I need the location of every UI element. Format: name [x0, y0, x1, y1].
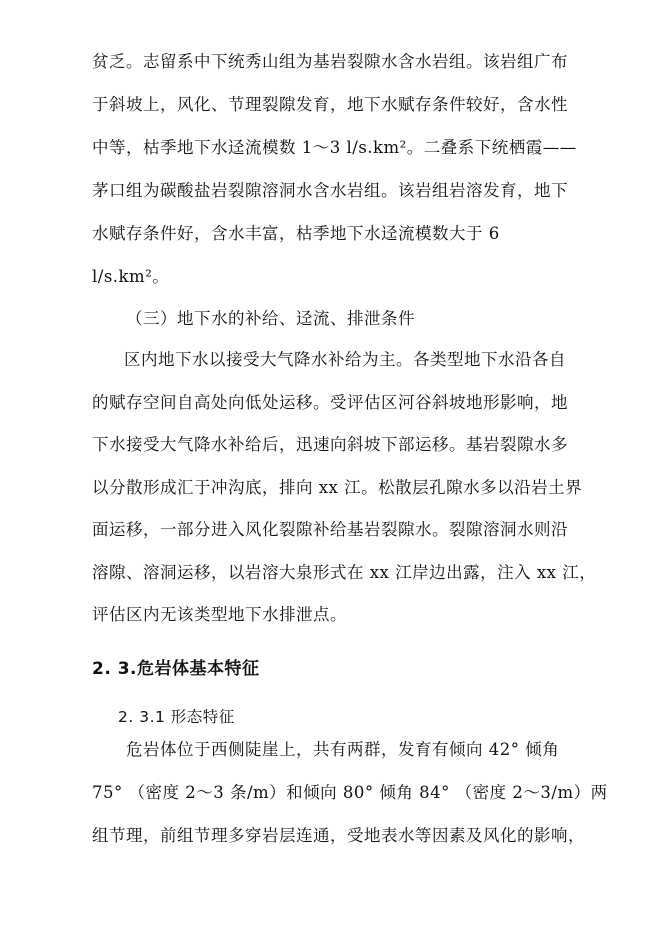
paragraph-line: 组节理，前组节理多穿岩层连通，受地表水等因素及风化的影响，: [92, 826, 585, 845]
subsection-heading: 2. 3.1 形态特征: [118, 708, 235, 726]
section-title: （三）地下水的补给、迳流、排泄条件: [126, 309, 415, 328]
paragraph-line: 75° （密度 2～3 条/m）和倾向 80° 倾角 84° （密度 2～3/m）两: [92, 783, 608, 802]
paragraph-line: 贫乏。志留系中下统秀山组为基岩裂隙水含水岩组。该岩组广布: [92, 52, 568, 71]
paragraph-line: 区内地下水以接受大气降水补给为主。各类型地下水沿各自: [124, 350, 566, 369]
paragraph-line: 危岩体位于西侧陡崖上，共有两群，发育有倾向 42° 倾角: [126, 740, 560, 759]
paragraph-line: 以分散形成汇于冲沟底，排向 xx 江。松散层孔隙水多以沿岩土界: [92, 478, 583, 497]
paragraph-line: 的赋存空间自高处向低处运移。受评估区河谷斜坡地形影响，地: [92, 393, 568, 412]
section-heading: 2. 3.危岩体基本特征: [92, 659, 260, 679]
paragraph-line: 评估区内无该类型地下水排泄点。: [92, 605, 347, 624]
paragraph-line: l/s.km²。: [92, 267, 170, 286]
paragraph-line: 溶隙、溶洞运移，以岩溶大泉形式在 xx 江岸边出露，注入 xx 江，: [92, 563, 597, 582]
paragraph-line: 中等，枯季地下水迳流模数 1～3 l/s.km²。二叠系下统栖霞——: [92, 138, 577, 157]
paragraph-line: 面运移，一部分进入风化裂隙补给基岩裂隙水。裂隙溶洞水则沿: [92, 520, 568, 539]
paragraph-line: 下水接受大气降水补给后，迅速向斜坡下部运移。基岩裂隙水多: [92, 435, 568, 454]
paragraph-line: 于斜坡上，风化、节理裂隙发育，地下水赋存条件较好，含水性: [92, 95, 568, 114]
paragraph-line: 茅口组为碳酸盐岩裂隙溶洞水含水岩组。该岩组岩溶发育，地下: [92, 181, 568, 200]
paragraph-line: 水赋存条件好，含水丰富，枯季地下水迳流模数大于 6: [92, 224, 500, 243]
